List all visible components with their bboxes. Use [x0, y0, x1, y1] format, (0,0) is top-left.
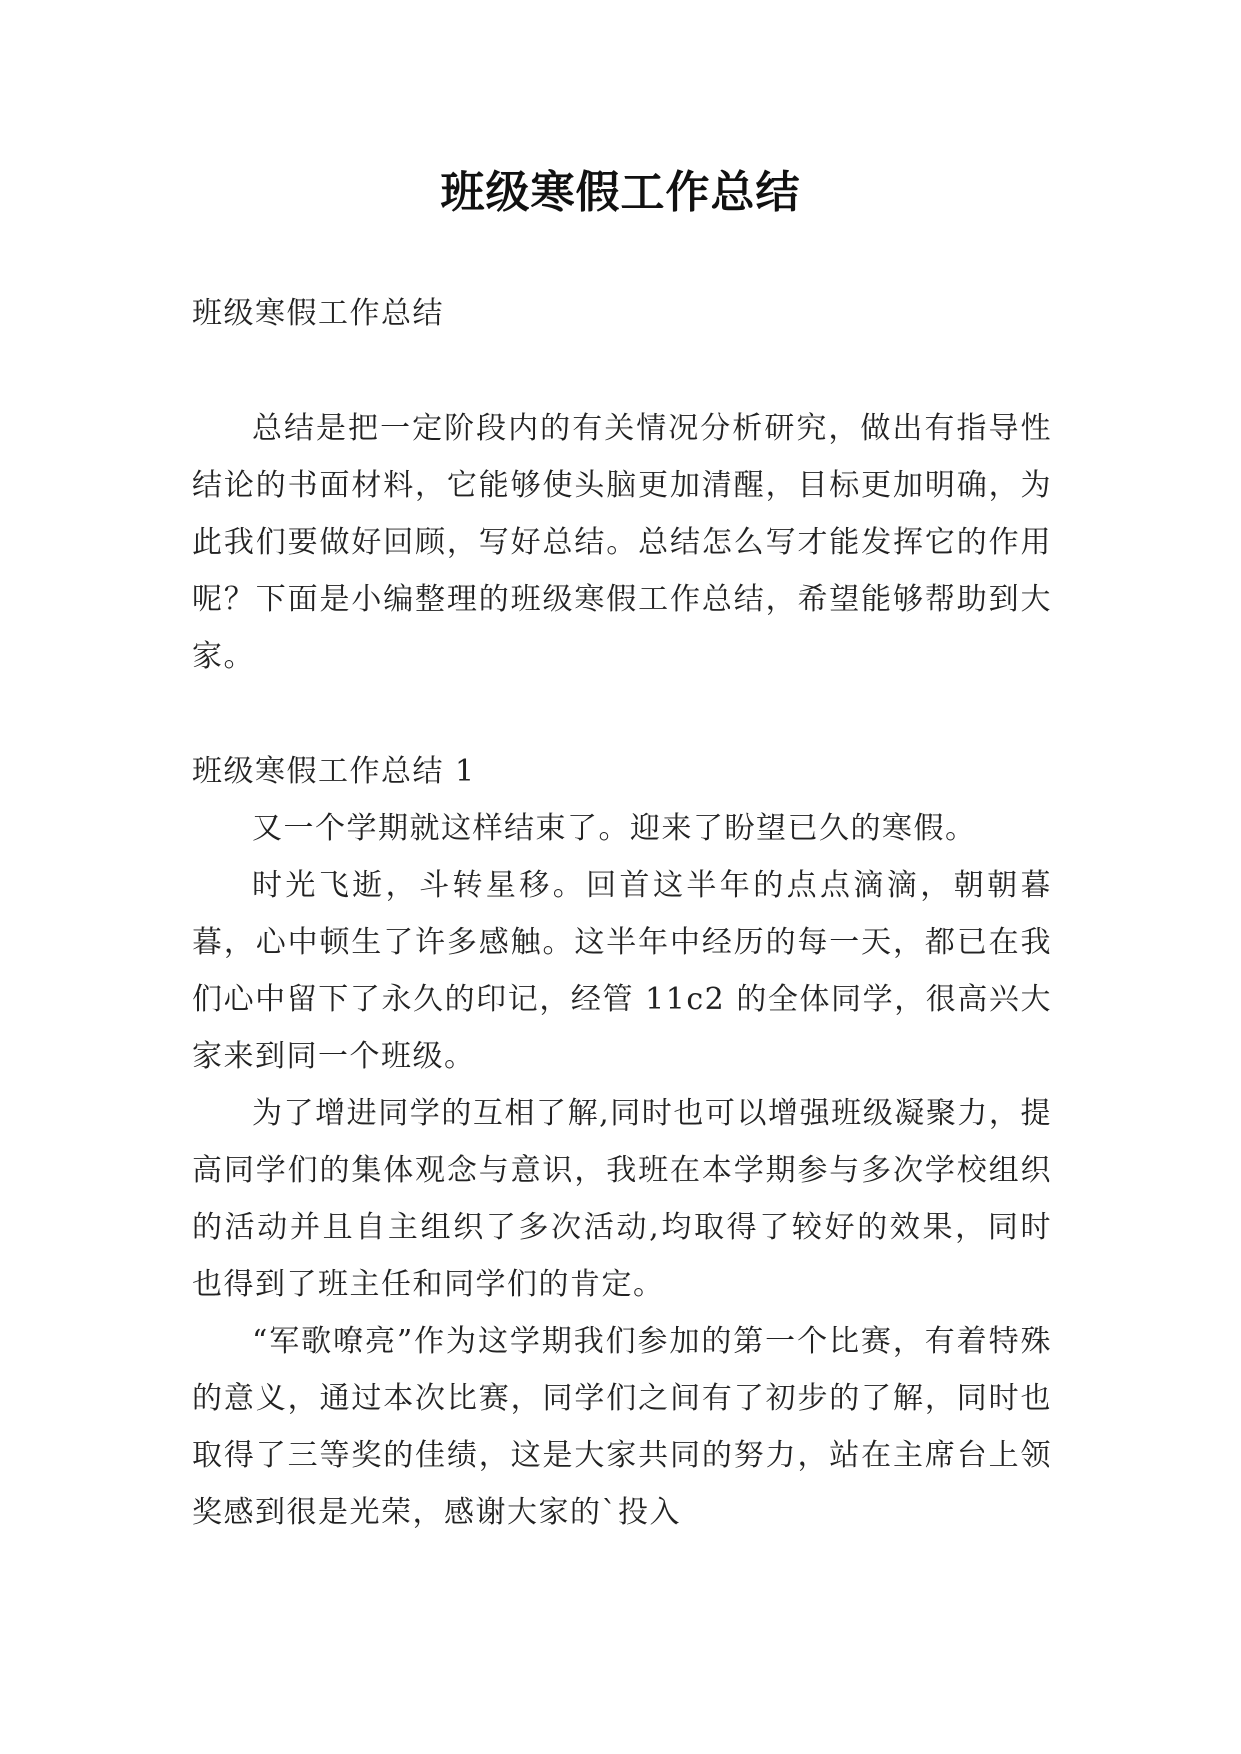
body-paragraph: 又一个学期就这样结束了。迎来了盼望已久的寒假。	[252, 811, 977, 846]
body-paragraph: 为了增进同学的互相了解,同时也可以增强班级凝聚力，提高同学们的集体观念与意识，我班在本学期参与多次学校组织的活动并且自主组织了多次活动,均取得了较好的效果，同时也得到了班主任和同学们的肯定。	[192, 1096, 1052, 1302]
document-subtitle: 班级寒假工作总结	[192, 296, 444, 331]
body-paragraph: 时光飞逝，斗转星移。回首这半年的点点滴滴，朝朝暮暮，心中顿生了许多感触。这半年中经历的每一天，都已在我们心中留下了永久的印记，经管 11c2 的全体同学，很高兴大家来到同一个班级。	[192, 868, 1052, 1074]
document-title: 班级寒假工作总结	[440, 167, 801, 218]
section-heading: 班级寒假工作总结 1	[192, 754, 476, 789]
document-body	[192, 285, 1052, 1541]
intro-paragraph: 总结是把一定阶段内的有关情况分析研究，做出有指导性结论的书面材料，它能够使头脑更加清醒，目标更加明确，为此我们要做好回顾，写好总结。总结怎么写才能发挥它的作用呢？下面是小编整理的班级寒假工作总结，希望能够帮助到大家。	[192, 411, 1052, 674]
body-paragraph: “军歌嘹亮”作为这学期我们参加的第一个比赛，有着特殊的意义，通过本次比赛，同学们之间有了初步的了解，同时也取得了三等奖的佳绩，这是大家共同的努力，站在主席台上领奖感到很是光荣，感谢大家的`投入	[192, 1324, 1052, 1530]
